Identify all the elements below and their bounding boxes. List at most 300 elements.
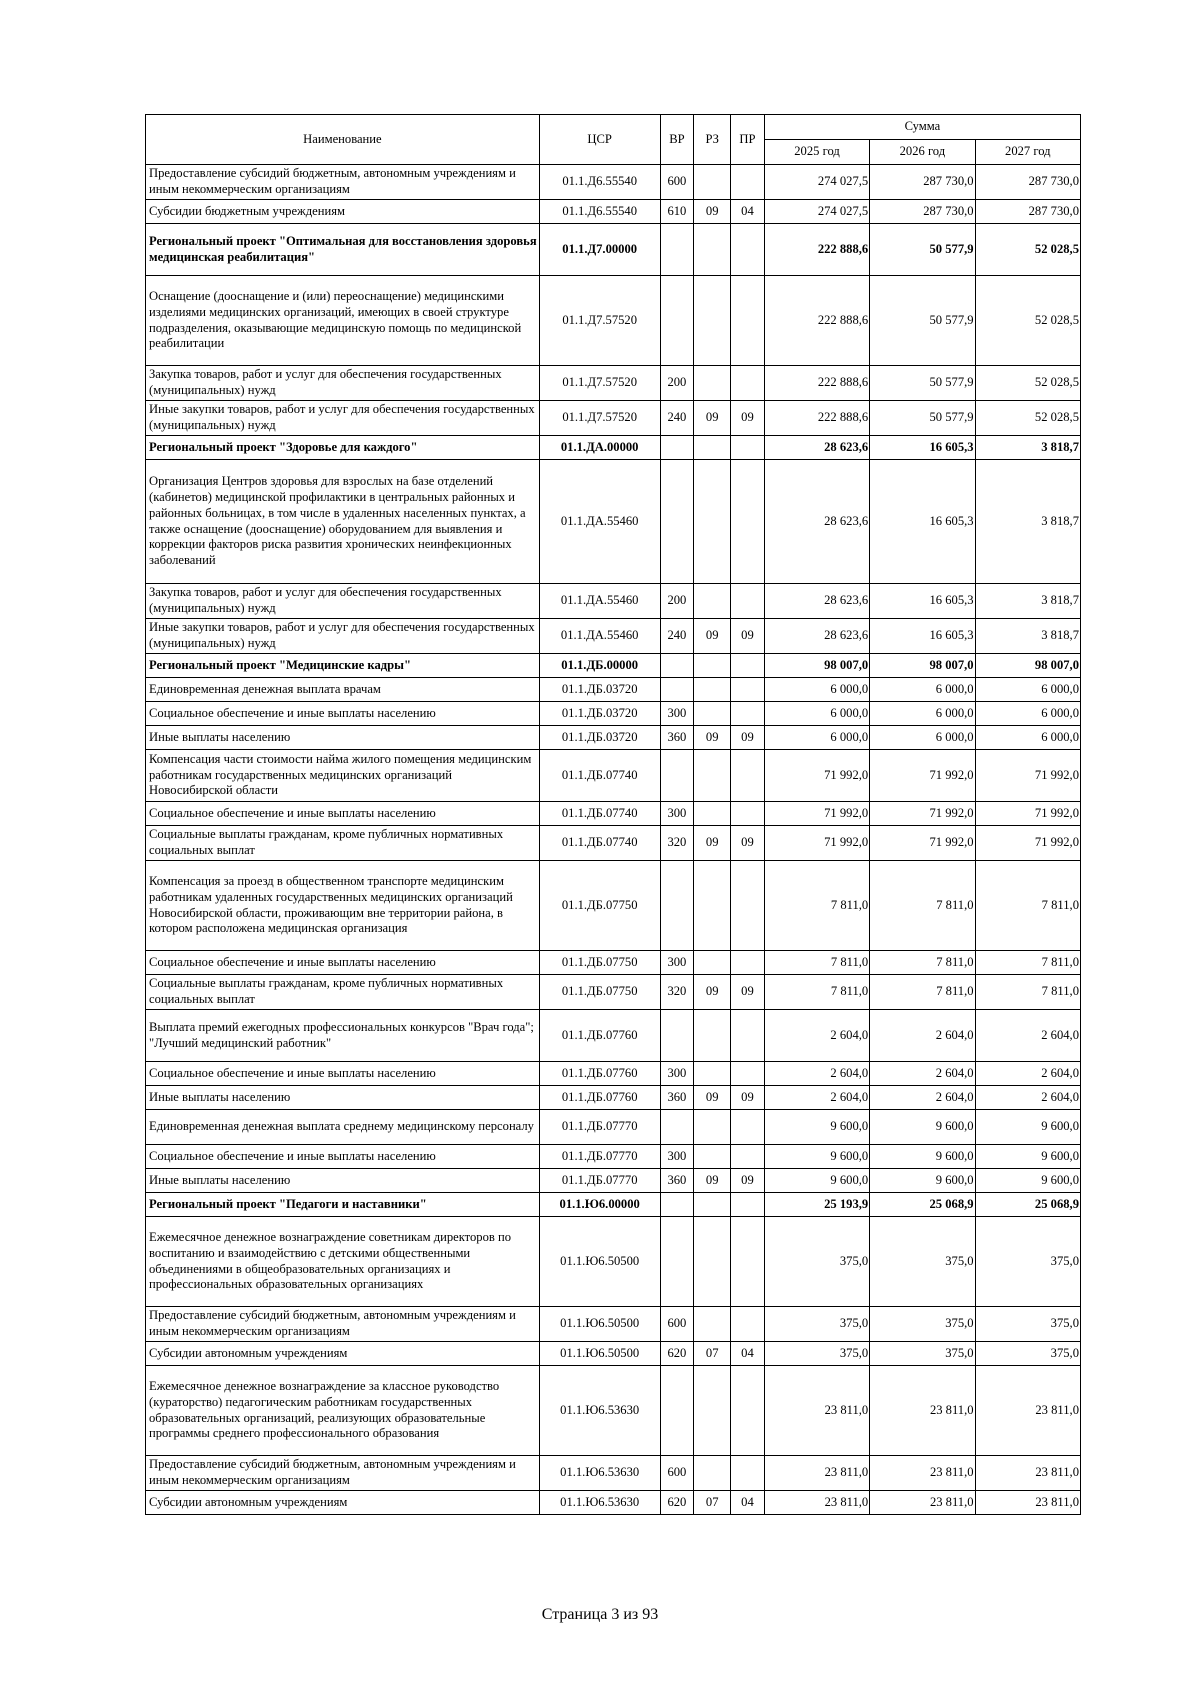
- cell-pr: [731, 678, 765, 702]
- cell-2026: 50 577,9: [870, 224, 975, 276]
- cell-csr: 01.1.ДБ.07760: [539, 1062, 660, 1086]
- cell-2026: 6 000,0: [870, 726, 975, 750]
- cell-pr: 09: [731, 619, 765, 654]
- cell-vr: 200: [660, 366, 694, 401]
- table-row: [146, 678, 1081, 702]
- cell-2026: 9 600,0: [870, 1110, 975, 1145]
- header-vr: ВР: [660, 115, 694, 165]
- cell-2026: 6 000,0: [870, 702, 975, 726]
- cell-vr: [660, 750, 694, 802]
- cell-2026: 16 605,3: [870, 584, 975, 619]
- cell-vr: [660, 460, 694, 584]
- table-row: [146, 1010, 1081, 1062]
- cell-name: Предоставление субсидий бюджетным, автономным учреждениям и иным некоммерческим организациям: [146, 165, 540, 200]
- cell-vr: [660, 1366, 694, 1456]
- cell-2025: 222 888,6: [764, 401, 869, 436]
- cell-2025: 28 623,6: [764, 619, 869, 654]
- cell-rz: 09: [694, 1169, 731, 1193]
- cell-2026: 50 577,9: [870, 401, 975, 436]
- cell-name: Оснащение (дооснащение и (или) переоснащение) медицинскими изделиями медицинских организаций, имеющих в своей структуре подразделения, оказывающие медицинскую помощь по медицинской реабилитации: [146, 276, 540, 366]
- cell-2026: 7 811,0: [870, 975, 975, 1010]
- cell-vr: [660, 1110, 694, 1145]
- cell-rz: 07: [694, 1491, 731, 1515]
- cell-name: Социальные выплаты гражданам, кроме публичных нормативных социальных выплат: [146, 826, 540, 861]
- cell-csr: 01.1.ДБ.07770: [539, 1169, 660, 1193]
- cell-pr: 09: [731, 726, 765, 750]
- cell-pr: [731, 366, 765, 401]
- cell-2027: 287 730,0: [975, 200, 1080, 224]
- cell-vr: 240: [660, 401, 694, 436]
- cell-2025: 71 992,0: [764, 826, 869, 861]
- cell-rz: [694, 1145, 731, 1169]
- cell-pr: [731, 1010, 765, 1062]
- cell-csr: 01.1.ДА.55460: [539, 619, 660, 654]
- cell-csr: 01.1.Ю6.53630: [539, 1366, 660, 1456]
- cell-name: Закупка товаров, работ и услуг для обеспечения государственных (муниципальных) нужд: [146, 366, 540, 401]
- cell-pr: 09: [731, 826, 765, 861]
- cell-csr: 01.1.Ю6.50500: [539, 1217, 660, 1307]
- header-pr: ПР: [731, 115, 765, 165]
- header-2025: 2025 год: [764, 140, 869, 165]
- cell-rz: [694, 366, 731, 401]
- cell-vr: 360: [660, 726, 694, 750]
- table-row: [146, 619, 1081, 654]
- table-row: [146, 802, 1081, 826]
- table-row: [146, 401, 1081, 436]
- cell-2025: 274 027,5: [764, 165, 869, 200]
- cell-rz: 09: [694, 1086, 731, 1110]
- cell-name: Выплата премий ежегодных профессиональных конкурсов "Врач года"; "Лучший медицинский работник": [146, 1010, 540, 1062]
- cell-2025: 7 811,0: [764, 975, 869, 1010]
- cell-rz: [694, 165, 731, 200]
- cell-2027: 52 028,5: [975, 276, 1080, 366]
- cell-2025: 222 888,6: [764, 224, 869, 276]
- table-row: [146, 1110, 1081, 1145]
- cell-name: Региональный проект "Педагоги и наставники": [146, 1193, 540, 1217]
- cell-2026: 71 992,0: [870, 802, 975, 826]
- cell-vr: 600: [660, 1307, 694, 1342]
- cell-rz: 07: [694, 1342, 731, 1366]
- cell-name: Закупка товаров, работ и услуг для обеспечения государственных (муниципальных) нужд: [146, 584, 540, 619]
- cell-csr: 01.1.Д6.55540: [539, 200, 660, 224]
- cell-rz: 09: [694, 726, 731, 750]
- table-row: [146, 1086, 1081, 1110]
- cell-2026: 375,0: [870, 1342, 975, 1366]
- cell-vr: 300: [660, 702, 694, 726]
- table-row: [146, 1193, 1081, 1217]
- cell-2027: 98 007,0: [975, 654, 1080, 678]
- cell-2026: 25 068,9: [870, 1193, 975, 1217]
- table-row: [146, 726, 1081, 750]
- page-number: Страница 3 из 93: [541, 1606, 659, 1623]
- cell-2025: 25 193,9: [764, 1193, 869, 1217]
- cell-vr: [660, 436, 694, 460]
- table-row: [146, 460, 1081, 584]
- cell-2025: 375,0: [764, 1217, 869, 1307]
- cell-2026: 7 811,0: [870, 861, 975, 951]
- cell-2025: 2 604,0: [764, 1062, 869, 1086]
- cell-rz: [694, 654, 731, 678]
- cell-rz: 09: [694, 619, 731, 654]
- cell-2027: 9 600,0: [975, 1110, 1080, 1145]
- cell-csr: 01.1.ДБ.07750: [539, 861, 660, 951]
- cell-csr: 01.1.Ю6.00000: [539, 1193, 660, 1217]
- cell-name: Единовременная денежная выплата врачам: [146, 678, 540, 702]
- cell-vr: 320: [660, 826, 694, 861]
- cell-2026: 16 605,3: [870, 436, 975, 460]
- cell-rz: [694, 678, 731, 702]
- cell-2027: 375,0: [975, 1307, 1080, 1342]
- cell-2025: 23 811,0: [764, 1456, 869, 1491]
- cell-2025: 375,0: [764, 1342, 869, 1366]
- cell-csr: 01.1.ДБ.07740: [539, 750, 660, 802]
- cell-csr: 01.1.ДБ.07770: [539, 1110, 660, 1145]
- cell-name: Организация Центров здоровья для взрослых на базе отделений (кабинетов) медицинской профилактики в центральных районных и районных больницах, в том числе в удаленных населенных пунктах, а также оснащение (дооснащение) оборудованием для выявления и коррекции факторов риска развития хронических неинфекционных заболеваний: [146, 460, 540, 584]
- cell-2027: 52 028,5: [975, 401, 1080, 436]
- cell-csr: 01.1.Ю6.53630: [539, 1456, 660, 1491]
- cell-vr: [660, 1217, 694, 1307]
- cell-vr: 300: [660, 951, 694, 975]
- cell-2025: 9 600,0: [764, 1110, 869, 1145]
- cell-csr: 01.1.ДБ.03720: [539, 678, 660, 702]
- cell-2025: 9 600,0: [764, 1145, 869, 1169]
- cell-vr: 600: [660, 1456, 694, 1491]
- cell-2027: 71 992,0: [975, 802, 1080, 826]
- table-row: [146, 436, 1081, 460]
- cell-pr: [731, 951, 765, 975]
- cell-name: Компенсация части стоимости найма жилого помещения медицинским работникам государственных медицинских организаций Новосибирской области: [146, 750, 540, 802]
- cell-pr: [731, 1456, 765, 1491]
- cell-2026: 7 811,0: [870, 951, 975, 975]
- cell-rz: [694, 1307, 731, 1342]
- cell-2027: 7 811,0: [975, 861, 1080, 951]
- cell-csr: 01.1.ДБ.07740: [539, 826, 660, 861]
- cell-pr: [731, 1366, 765, 1456]
- cell-2025: 28 623,6: [764, 436, 869, 460]
- cell-pr: [731, 702, 765, 726]
- table-row: [146, 1366, 1081, 1456]
- cell-2027: 23 811,0: [975, 1491, 1080, 1515]
- cell-pr: 04: [731, 1342, 765, 1366]
- cell-rz: [694, 1456, 731, 1491]
- cell-2027: 7 811,0: [975, 951, 1080, 975]
- cell-rz: [694, 1110, 731, 1145]
- cell-pr: [731, 654, 765, 678]
- cell-pr: [731, 584, 765, 619]
- cell-csr: 01.1.Ю6.50500: [539, 1307, 660, 1342]
- cell-2026: 16 605,3: [870, 619, 975, 654]
- cell-rz: 09: [694, 200, 731, 224]
- cell-2027: 9 600,0: [975, 1145, 1080, 1169]
- cell-2025: 274 027,5: [764, 200, 869, 224]
- table-row: [146, 584, 1081, 619]
- cell-name: Субсидии автономным учреждениям: [146, 1491, 540, 1515]
- cell-pr: 09: [731, 1169, 765, 1193]
- cell-pr: [731, 276, 765, 366]
- header-sum: Сумма: [764, 115, 1080, 140]
- cell-pr: 09: [731, 975, 765, 1010]
- cell-name: Предоставление субсидий бюджетным, автономным учреждениям и иным некоммерческим организациям: [146, 1307, 540, 1342]
- cell-2025: 71 992,0: [764, 750, 869, 802]
- cell-2026: 2 604,0: [870, 1062, 975, 1086]
- cell-name: Предоставление субсидий бюджетным, автономным учреждениям и иным некоммерческим организациям: [146, 1456, 540, 1491]
- cell-2025: 6 000,0: [764, 702, 869, 726]
- cell-2026: 23 811,0: [870, 1456, 975, 1491]
- cell-2025: 222 888,6: [764, 366, 869, 401]
- cell-rz: [694, 861, 731, 951]
- cell-pr: [731, 861, 765, 951]
- cell-name: Субсидии автономным учреждениям: [146, 1342, 540, 1366]
- cell-2027: 375,0: [975, 1342, 1080, 1366]
- table-row: [146, 200, 1081, 224]
- cell-2027: 2 604,0: [975, 1086, 1080, 1110]
- cell-pr: [731, 1193, 765, 1217]
- cell-2025: 375,0: [764, 1307, 869, 1342]
- budget-table: [145, 114, 1081, 1515]
- cell-rz: 09: [694, 401, 731, 436]
- cell-csr: 01.1.ДБ.07750: [539, 951, 660, 975]
- cell-2026: 2 604,0: [870, 1086, 975, 1110]
- cell-pr: [731, 1307, 765, 1342]
- table-row: [146, 654, 1081, 678]
- cell-csr: 01.1.ДБ.07740: [539, 802, 660, 826]
- cell-2027: 375,0: [975, 1217, 1080, 1307]
- cell-2027: 2 604,0: [975, 1010, 1080, 1062]
- table-row: [146, 1145, 1081, 1169]
- table-row: [146, 1491, 1081, 1515]
- header-name: Наименование: [146, 115, 540, 165]
- cell-name: Иные выплаты населению: [146, 726, 540, 750]
- table-row: [146, 1342, 1081, 1366]
- cell-rz: [694, 951, 731, 975]
- cell-csr: 01.1.ДБ.03720: [539, 702, 660, 726]
- cell-vr: 240: [660, 619, 694, 654]
- table-row: [146, 1169, 1081, 1193]
- cell-vr: 300: [660, 1145, 694, 1169]
- cell-2026: 98 007,0: [870, 654, 975, 678]
- table-row: [146, 165, 1081, 200]
- cell-2026: 16 605,3: [870, 460, 975, 584]
- cell-2027: 52 028,5: [975, 366, 1080, 401]
- cell-2026: 50 577,9: [870, 276, 975, 366]
- cell-pr: [731, 1110, 765, 1145]
- cell-rz: 09: [694, 975, 731, 1010]
- cell-2025: 28 623,6: [764, 584, 869, 619]
- cell-csr: 01.1.ДБ.07760: [539, 1010, 660, 1062]
- cell-rz: [694, 1366, 731, 1456]
- cell-2027: 6 000,0: [975, 678, 1080, 702]
- cell-2025: 7 811,0: [764, 861, 869, 951]
- cell-2026: 9 600,0: [870, 1169, 975, 1193]
- cell-rz: [694, 1217, 731, 1307]
- table-row: [146, 702, 1081, 726]
- cell-rz: [694, 702, 731, 726]
- cell-csr: 01.1.ДА.55460: [539, 584, 660, 619]
- cell-2026: 2 604,0: [870, 1010, 975, 1062]
- cell-2025: 6 000,0: [764, 678, 869, 702]
- cell-rz: 09: [694, 826, 731, 861]
- cell-csr: 01.1.Д7.00000: [539, 224, 660, 276]
- table-row: [146, 951, 1081, 975]
- cell-csr: 01.1.Д6.55540: [539, 165, 660, 200]
- cell-2026: 375,0: [870, 1217, 975, 1307]
- cell-name: Компенсация за проезд в общественном транспорте медицинским работникам удаленных государственных медицинских организаций Новосибирской области, проживающим вне территории района, в котором расположена медицинская организация: [146, 861, 540, 951]
- cell-name: Иные закупки товаров, работ и услуг для обеспечения государственных (муниципальных) нужд: [146, 401, 540, 436]
- cell-csr: 01.1.Д7.57520: [539, 366, 660, 401]
- cell-csr: 01.1.ДБ.03720: [539, 726, 660, 750]
- cell-vr: 360: [660, 1169, 694, 1193]
- cell-vr: 600: [660, 165, 694, 200]
- header-rz: РЗ: [694, 115, 731, 165]
- header-2027: 2027 год: [975, 140, 1080, 165]
- cell-rz: [694, 1062, 731, 1086]
- cell-2027: 6 000,0: [975, 726, 1080, 750]
- table-row: [146, 1456, 1081, 1491]
- cell-vr: 360: [660, 1086, 694, 1110]
- cell-rz: [694, 436, 731, 460]
- cell-2025: 23 811,0: [764, 1491, 869, 1515]
- cell-name: Ежемесячное денежное вознаграждение советникам директоров по воспитанию и взаимодействию с детскими общественными объединениями в общеобразовательных организациях и профессиональных образовательных организациях: [146, 1217, 540, 1307]
- table-row: [146, 276, 1081, 366]
- table-row: [146, 224, 1081, 276]
- cell-2027: 71 992,0: [975, 826, 1080, 861]
- header-2026: 2026 год: [870, 140, 975, 165]
- cell-name: Социальное обеспечение и иные выплаты населению: [146, 1145, 540, 1169]
- cell-2026: 23 811,0: [870, 1366, 975, 1456]
- cell-pr: 04: [731, 1491, 765, 1515]
- cell-2027: 23 811,0: [975, 1366, 1080, 1456]
- cell-2027: 9 600,0: [975, 1169, 1080, 1193]
- cell-vr: 300: [660, 802, 694, 826]
- table-row: [146, 1307, 1081, 1342]
- cell-2025: 2 604,0: [764, 1010, 869, 1062]
- cell-2025: 6 000,0: [764, 726, 869, 750]
- cell-name: Региональный проект "Оптимальная для восстановления здоровья медицинская реабилитация": [146, 224, 540, 276]
- cell-name: Субсидии бюджетным учреждениям: [146, 200, 540, 224]
- cell-rz: [694, 1193, 731, 1217]
- cell-csr: 01.1.ДБ.07770: [539, 1145, 660, 1169]
- cell-rz: [694, 1010, 731, 1062]
- cell-name: Социальное обеспечение и иные выплаты населению: [146, 702, 540, 726]
- cell-2027: 3 818,7: [975, 436, 1080, 460]
- cell-2026: 6 000,0: [870, 678, 975, 702]
- cell-2027: 71 992,0: [975, 750, 1080, 802]
- cell-vr: 610: [660, 200, 694, 224]
- cell-2027: 2 604,0: [975, 1062, 1080, 1086]
- cell-pr: [731, 1217, 765, 1307]
- cell-2025: 9 600,0: [764, 1169, 869, 1193]
- cell-pr: [731, 802, 765, 826]
- cell-vr: [660, 678, 694, 702]
- cell-2026: 50 577,9: [870, 366, 975, 401]
- cell-name: Иные закупки товаров, работ и услуг для обеспечения государственных (муниципальных) нужд: [146, 619, 540, 654]
- cell-csr: 01.1.Д7.57520: [539, 401, 660, 436]
- cell-pr: [731, 436, 765, 460]
- cell-2027: 3 818,7: [975, 460, 1080, 584]
- table-row: [146, 826, 1081, 861]
- cell-vr: 620: [660, 1491, 694, 1515]
- cell-2026: 71 992,0: [870, 826, 975, 861]
- cell-vr: [660, 861, 694, 951]
- cell-csr: 01.1.Д7.57520: [539, 276, 660, 366]
- cell-2027: 3 818,7: [975, 619, 1080, 654]
- cell-name: Иные выплаты населению: [146, 1169, 540, 1193]
- cell-2027: 23 811,0: [975, 1456, 1080, 1491]
- header-csr: ЦСР: [539, 115, 660, 165]
- cell-vr: [660, 1010, 694, 1062]
- cell-vr: [660, 654, 694, 678]
- cell-2025: 71 992,0: [764, 802, 869, 826]
- table-row: [146, 1217, 1081, 1307]
- cell-2025: 2 604,0: [764, 1086, 869, 1110]
- cell-vr: 620: [660, 1342, 694, 1366]
- cell-2027: 287 730,0: [975, 165, 1080, 200]
- cell-rz: [694, 460, 731, 584]
- cell-rz: [694, 802, 731, 826]
- cell-name: Социальное обеспечение и иные выплаты населению: [146, 1062, 540, 1086]
- cell-2026: 9 600,0: [870, 1145, 975, 1169]
- cell-pr: [731, 224, 765, 276]
- cell-rz: [694, 224, 731, 276]
- cell-name: Социальное обеспечение и иные выплаты населению: [146, 802, 540, 826]
- cell-2026: 375,0: [870, 1307, 975, 1342]
- cell-vr: 200: [660, 584, 694, 619]
- cell-name: Единовременная денежная выплата среднему медицинскому персоналу: [146, 1110, 540, 1145]
- cell-2026: 71 992,0: [870, 750, 975, 802]
- cell-name: Социальное обеспечение и иные выплаты населению: [146, 951, 540, 975]
- table-row: [146, 750, 1081, 802]
- cell-vr: 300: [660, 1062, 694, 1086]
- cell-name: Иные выплаты населению: [146, 1086, 540, 1110]
- cell-pr: [731, 460, 765, 584]
- cell-vr: 320: [660, 975, 694, 1010]
- cell-pr: [731, 1062, 765, 1086]
- cell-2027: 6 000,0: [975, 702, 1080, 726]
- cell-2025: 98 007,0: [764, 654, 869, 678]
- cell-2025: 23 811,0: [764, 1366, 869, 1456]
- cell-2027: 52 028,5: [975, 224, 1080, 276]
- cell-csr: 01.1.Ю6.50500: [539, 1342, 660, 1366]
- cell-pr: [731, 1145, 765, 1169]
- cell-2025: 222 888,6: [764, 276, 869, 366]
- table-body: [146, 165, 1081, 1515]
- cell-2025: 7 811,0: [764, 951, 869, 975]
- cell-csr: 01.1.Ю6.53630: [539, 1491, 660, 1515]
- table-row: [146, 861, 1081, 951]
- cell-2025: 28 623,6: [764, 460, 869, 584]
- cell-pr: [731, 750, 765, 802]
- cell-2027: 3 818,7: [975, 584, 1080, 619]
- cell-2026: 287 730,0: [870, 200, 975, 224]
- cell-2026: 287 730,0: [870, 165, 975, 200]
- cell-pr: 04: [731, 200, 765, 224]
- cell-name: Региональный проект "Здоровье для каждого": [146, 436, 540, 460]
- cell-csr: 01.1.ДА.55460: [539, 460, 660, 584]
- cell-pr: [731, 165, 765, 200]
- table-row: [146, 366, 1081, 401]
- cell-vr: [660, 276, 694, 366]
- cell-2027: 7 811,0: [975, 975, 1080, 1010]
- cell-name: Региональный проект "Медицинские кадры": [146, 654, 540, 678]
- cell-rz: [694, 584, 731, 619]
- cell-rz: [694, 276, 731, 366]
- cell-csr: 01.1.ДБ.07760: [539, 1086, 660, 1110]
- cell-name: Социальные выплаты гражданам, кроме публичных нормативных социальных выплат: [146, 975, 540, 1010]
- cell-vr: [660, 1193, 694, 1217]
- cell-pr: 09: [731, 1086, 765, 1110]
- cell-name: Ежемесячное денежное вознаграждение за классное руководство (кураторство) педагогическим работникам государственных образовательных организаций, реализующих образовательные программы среднего профессионального образования: [146, 1366, 540, 1456]
- cell-2026: 23 811,0: [870, 1491, 975, 1515]
